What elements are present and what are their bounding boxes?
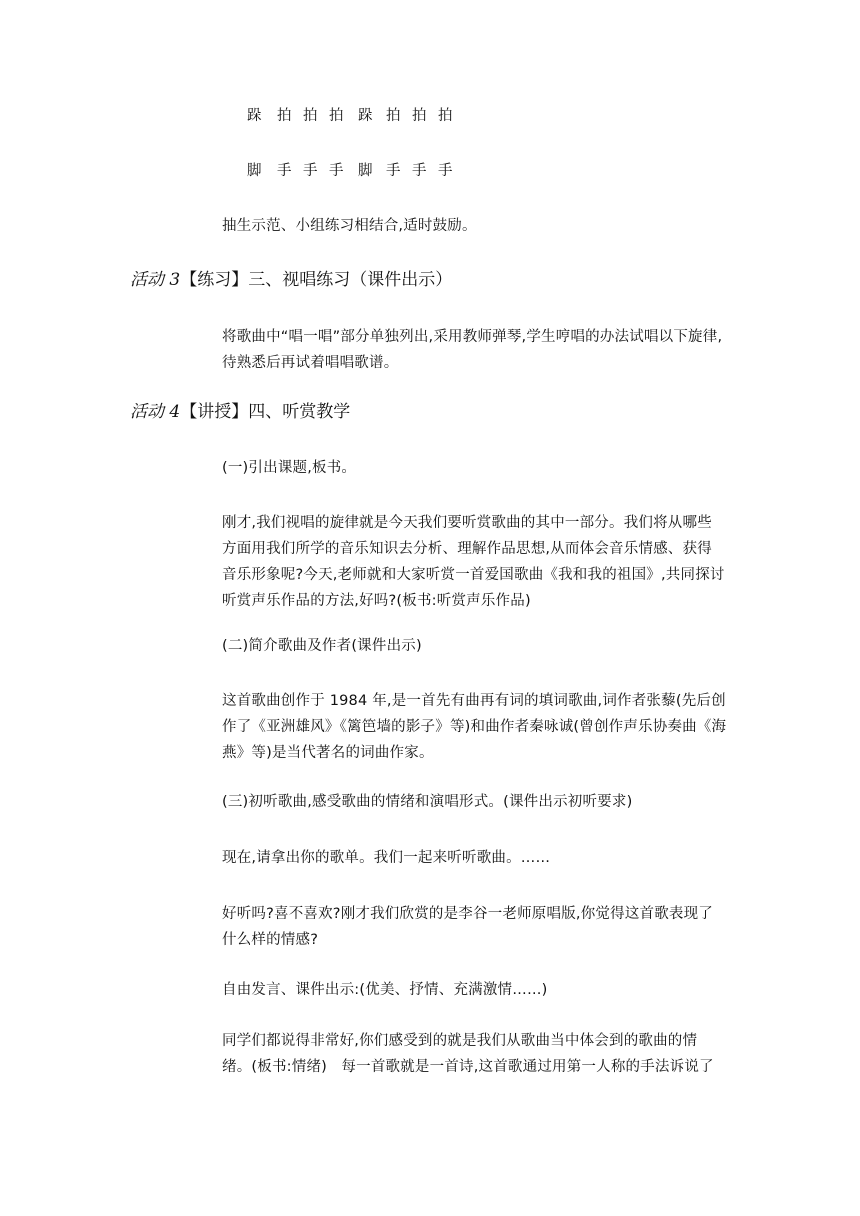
paragraph-emotion: [222, 1028, 742, 1080]
rhythm-beat: 手: [303, 163, 318, 179]
text-line: 待熟悉后再试着唱唱歌谱。: [222, 355, 399, 371]
rhythm-beat: 脚: [247, 163, 262, 179]
section-3-heading: (三)初听歌曲,感受歌曲的情绪和演唱形式。(课件出示初听要求): [222, 794, 633, 810]
rhythm-beat: 手: [386, 163, 401, 179]
rhythm-beat: 拍: [412, 108, 427, 124]
text-line: 音乐形象呢?今天,老师就和大家听赏一首爱国歌曲《我和我的祖国》,共同探讨: [222, 567, 725, 583]
rhythm-beat: 拍: [438, 108, 453, 124]
rhythm-beat: 手: [438, 163, 453, 179]
text-line: 燕》等)是当代著名的词曲作家。: [222, 745, 434, 761]
paragraph-question: [222, 901, 742, 953]
rhythm-row-foot-hand: [0, 161, 860, 181]
rhythm-beat: 拍: [303, 108, 318, 124]
text-line: 刚才,我们视唱的旋律就是今天我们要听赏歌曲的其中一部分。我们将从哪些: [222, 515, 712, 531]
text-line: 将歌曲中“唱一唱”部分单独列出,采用教师弹琴,学生哼唱的办法试唱以下旋律,: [222, 329, 723, 345]
text-line: 同学们都说得非常好,你们感受到的就是我们从歌曲当中体会到的歌曲的情: [222, 1033, 698, 1049]
rhythm-beat: 手: [277, 163, 292, 179]
paragraph-intro: [222, 510, 742, 614]
activity-label: 活动 4: [130, 402, 181, 422]
text-line: 作了《亚洲雄风》《篱笆墙的影子》等)和曲作者秦咏诚(曾创作声乐协奏曲《海: [222, 719, 727, 735]
activity-title: 【讲授】四、听赏教学: [180, 402, 351, 422]
rhythm-beat: 手: [329, 163, 344, 179]
text-line: 方面用我们所学的音乐知识去分析、理解作品思想,从而体会音乐情感、获得: [222, 541, 712, 557]
rhythm-beat: 脚: [358, 163, 373, 179]
activity-label: 活动 3: [130, 270, 181, 290]
rhythm-beat: 拍: [329, 108, 344, 124]
paragraph-listen: 现在,请拿出你的歌单。我们一起来听听歌曲。……: [222, 850, 551, 866]
demo-note: 抽生示范、小组练习相结合,适时鼓励。: [222, 218, 477, 234]
section-2-heading: (二)简介歌曲及作者(课件出示): [222, 638, 422, 654]
rhythm-beat: 拍: [277, 108, 292, 124]
paragraph-sight-singing: [222, 324, 742, 376]
rhythm-beat: 跺: [358, 108, 373, 124]
paragraph-song-authors: [222, 688, 742, 766]
rhythm-beat: 手: [412, 163, 427, 179]
rhythm-row-stomp-clap: [0, 106, 860, 126]
rhythm-beat: 拍: [386, 108, 401, 124]
text-line: 什么样的情感?: [222, 932, 319, 948]
text-line: 这首歌曲创作于 1984 年,是一首先有曲再有词的填词歌曲,词作者张藜(先后创: [222, 693, 726, 709]
activity-4-heading: [130, 400, 350, 424]
text-line: 好听吗?喜不喜欢?刚才我们欣赏的是李谷一老师原唱版,你觉得这首歌表现了: [222, 906, 713, 922]
text-line: 绪。(板书:情绪) 每一首歌就是一首诗,这首歌通过用第一人称的手法诉说了: [222, 1059, 714, 1075]
rhythm-beat: 跺: [247, 108, 262, 124]
text-line: 听赏声乐作品的方法,好吗?(板书:听赏声乐作品): [222, 593, 531, 609]
activity-3-heading: [130, 268, 452, 292]
activity-title: 【练习】三、视唱练习（课件出示）: [180, 270, 453, 290]
paragraph-free-speech: 自由发言、课件出示:(优美、抒情、充满激情……): [222, 982, 548, 998]
section-1-heading: (一)引出课题,板书。: [222, 460, 357, 476]
